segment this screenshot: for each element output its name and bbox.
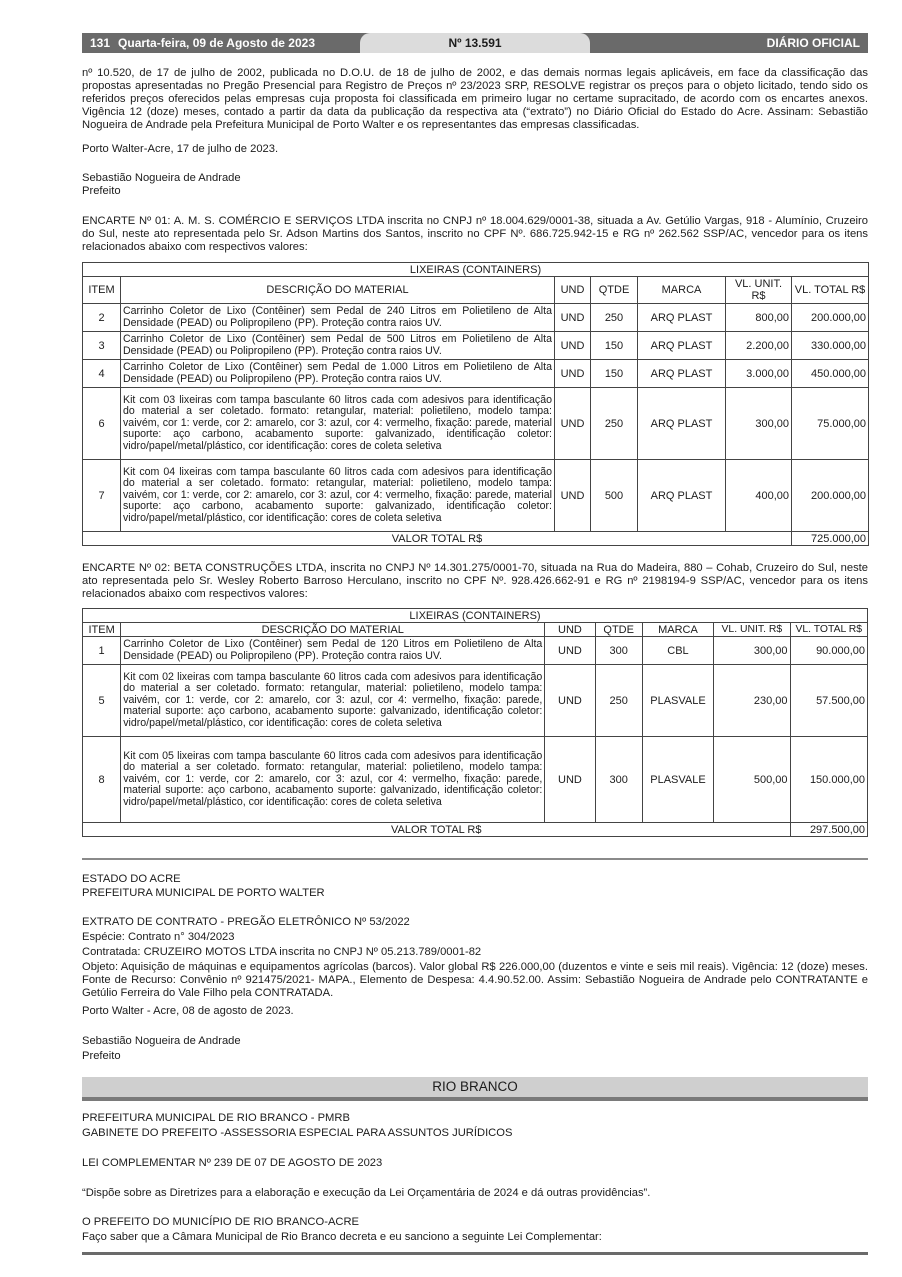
extrato-objeto: Objeto: Aquisição de máquinas e equipamentos agrícolas (barcos). Valor global R$ 226.000,00 (duzentos e vinte e seis mil reais). Vigência: 12 (doze) meses. Fonte de Recurso: Convênio nº 921475/2021- MAPA., Elemento de Despesa: 4.4.90.52.00. Assim: Sebastião Nogueira de Andrade pelo CONTRATANTE e Getúlio Ferreira do Vale Filho pela CONTRATADA. [82,961,868,999]
cell-marca: CBL [642,637,713,665]
encarte1-paragraph: ENCARTE Nº 01: A. M. S. COMÉRCIO E SERVIÇOS LTDA inscrita no CNPJ nº 18.004.629/0001-38, situada a Av. Getúlio Vargas, 918 - Alumínio, Cruzeiro do Sul, neste ato representada pelo Sr. Adson Martins dos Santos, inscrito no CPF Nº. 686.725.942-15 e RG nº 262.562 SSP/AC, vencedor para os itens relacionados abaixo com respectivos valores: [82,215,868,253]
cell-desc: Carrinho Coletor de Lixo (Contêiner) sem Pedal de 500 Litros em Polietileno de Alta Densidade (PEAD) ou Polipropileno (PP). Proteção contra raios UV. [121,332,555,360]
table-header-row [83,277,869,304]
cell-und: UND [555,360,591,388]
cell-unit: 300,00 [714,637,790,665]
col-header: QTDE [591,277,638,304]
table-row [83,388,869,460]
cell-und: UND [545,637,595,665]
table-total-row [83,823,868,837]
cell-qtde: 250 [591,304,638,332]
table-title: LIXEIRAS (CONTAINERS) [83,263,869,277]
cell-marca: PLASVALE [642,665,713,737]
encarte1-table [82,262,869,546]
table-total-row [83,532,869,546]
extrato-signer: Sebastião Nogueira de Andrade [82,1035,241,1047]
cell-und: UND [545,737,595,823]
col-header: DESCRIÇÃO DO MATERIAL [121,277,555,304]
header-left [82,36,315,50]
cell-desc: Carrinho Coletor de Lixo (Contêiner) sem Pedal de 1.000 Litros em Polietileno de Alta Densidade (PEAD) ou Polipropileno (PP). Proteção contra raios UV. [121,360,555,388]
cell-item: 5 [83,665,121,737]
cell-unit: 400,00 [726,460,792,532]
total-value: 297.500,00 [790,823,867,837]
cell-und: UND [555,460,591,532]
total-label: VALOR TOTAL R$ [83,823,791,837]
col-header: UND [555,277,591,304]
cell-total: 90.000,00 [790,637,867,665]
page-number: 131 [90,36,111,50]
col-header: VL. UNIT. R$ [726,277,792,304]
extrato-place-date: Porto Walter - Acre, 08 de agosto de 2023. [82,1005,294,1017]
table-row [83,460,869,532]
encarte2-table [82,608,868,837]
cell-qtde: 150 [591,360,638,388]
cell-qtde: 250 [595,665,642,737]
cell-desc: Kit com 05 lixeiras com tampa basculante 60 litros cada com adesivos para identificação do material a ser coletado. formato: retangular, material: polietileno, modelo tampa: vaivém, cor 1: verde, cor 2: amarelo, cor 3: azul, cor 4: vermelho, fixação: parede, material suporte: aço carbono, acabamento suporte: galvanizado, identificação coletor: vidro/papel/metal/plástico, cor identificação: cores de coleta seletiva [121,737,545,823]
cell-und: UND [555,304,591,332]
col-header: UND [545,623,595,637]
publication-name: DIÁRIO OFICIAL [766,36,860,50]
table-title: LIXEIRAS (CONTAINERS) [83,609,868,623]
rb-city-hall: PREFEITURA MUNICIPAL DE RIO BRANCO - PMRB [82,1112,350,1124]
cell-unit: 230,00 [714,665,790,737]
header-number-tab [360,33,590,53]
cell-marca: ARQ PLAST [638,388,726,460]
cell-total: 57.500,00 [790,665,867,737]
intro-place-date: Porto Walter-Acre, 17 de julho de 2023. [82,143,279,155]
cell-desc: Carrinho Coletor de Lixo (Contêiner) sem Pedal de 120 Litros em Polietileno de Alta Densidade (PEAD) ou Polipropileno (PP). Proteção contra raios UV. [121,637,545,665]
col-header: DESCRIÇÃO DO MATERIAL [121,623,545,637]
cell-unit: 3.000,00 [726,360,792,388]
city-hall-name: PREFEITURA MUNICIPAL DE PORTO WALTER [82,887,325,899]
cell-und: UND [555,388,591,460]
intro-role: Prefeito [82,185,121,197]
extrato-especie: Espécie: Contrato n° 304/2023 [82,931,235,943]
cell-item: 1 [83,637,121,665]
state-name: ESTADO DO ACRE [82,873,181,885]
cell-marca: ARQ PLAST [638,360,726,388]
cell-qtde: 300 [595,737,642,823]
table-row [83,360,869,388]
edition-date: Quarta-feira, 09 de Agosto de 2023 [118,36,315,50]
table-row [83,304,869,332]
cell-total: 200.000,00 [792,460,869,532]
col-header: VL. TOTAL R$ [792,277,869,304]
cell-qtde: 300 [595,637,642,665]
rb-law-title: LEI COMPLEMENTAR Nº 239 DE 07 DE AGOSTO DE 2023 [82,1157,383,1169]
page-bottom-rule [82,1252,868,1255]
cell-desc: Carrinho Coletor de Lixo (Contêiner) sem Pedal de 240 Litros em Polietileno de Alta Densidade (PEAD) ou Polipropileno (PP). Proteção contra raios UV. [121,304,555,332]
table-row [83,665,868,737]
cell-total: 150.000,00 [790,737,867,823]
page-header [82,33,868,53]
rb-ementa: “Dispõe sobre as Diretrizes para a elaboração e execução da Lei Orçamentária de 2024 e dá outras providências”. [82,1187,651,1199]
table-header-row [83,623,868,637]
cell-desc: Kit com 04 lixeiras com tampa basculante 60 litros cada com adesivos para identificação do material a ser coletado. formato: retangular, material: polietileno, modelo tampa: vaivém, cor 1: verde, cor 2: amarelo, cor 3: azul, cor 4: vermelho, fixação: parede, material suporte: aço carbono, acabamento suporte: galvanizado, identificação coletor: vidro/papel/metal/plástico, cor identificação: cores de coleta seletiva [121,460,555,532]
cell-item: 6 [83,388,121,460]
cell-unit: 500,00 [714,737,790,823]
cell-qtde: 250 [591,388,638,460]
cell-marca: ARQ PLAST [638,460,726,532]
extrato-contratada: Contratada: CRUZEIRO MOTOS LTDA inscrita no CNPJ Nº 05.213.789/0001-82 [82,946,482,958]
cell-und: UND [545,665,595,737]
cell-item: 8 [83,737,121,823]
cell-desc: Kit com 03 lixeiras com tampa basculante 60 litros cada com adesivos para identificação do material a ser coletado. formato: retangular, material: polietileno, modelo tampa: vaivém, cor 1: verde, cor 2: amarelo, cor 3: azul, cor 4: vermelho, fixação: parede, material suporte: aço carbono, acabamento suporte: galvanizado, identificação coletor: vidro/papel/metal/plástico, cor identificação: cores de coleta seletiva [121,388,555,460]
col-header: ITEM [83,623,121,637]
col-header: VL. TOTAL R$ [790,623,867,637]
rb-decree: Faço saber que a Câmara Municipal de Rio Branco decreta e eu sanciono a seguinte Lei Complementar: [82,1231,602,1243]
col-header: QTDE [595,623,642,637]
intro-paragraph: nº 10.520, de 17 de julho de 2002, publicada no D.O.U. de 18 de julho de 2002, e das demais normas legais aplicáveis, em face da classificação das propostas apresentadas no Pregão Presencial para Registro de Preços nº 23/2023 SRP, RESOLVE registrar os preços para o objeto licitado, tendo sido os referidos preços oferecidos pelas empresas cuja proposta foi classificada em primeiro lugar no certame supracitado, de acordo com os encartes anexos. Vigência 12 (doze) meses, contado a partir da data da publicação da respectiva ata (“extrato”) no Diário Oficial do Estado do Acre. Assinam: Sebastião Nogueira de Andrade pela Prefeitura Municipal de Porto Walter e os representantes das empresas classificadas. [82,67,868,131]
total-label: VALOR TOTAL R$ [83,532,792,546]
section-divider [82,858,868,860]
edition-number: Nº 13.591 [448,36,502,50]
cell-unit: 800,00 [726,304,792,332]
col-header: ITEM [83,277,121,304]
cell-total: 330.000,00 [792,332,869,360]
col-header: MARCA [638,277,726,304]
cell-unit: 300,00 [726,388,792,460]
cell-marca: ARQ PLAST [638,332,726,360]
col-header: VL. UNIT. R$ [714,623,790,637]
cell-total: 200.000,00 [792,304,869,332]
cell-und: UND [555,332,591,360]
cell-qtde: 150 [591,332,638,360]
intro-signer: Sebastião Nogueira de Andrade [82,172,241,184]
section-heading: RIO BRANCO [82,1077,868,1101]
cell-marca: ARQ PLAST [638,304,726,332]
table-row [83,637,868,665]
table-row [83,737,868,823]
total-value: 725.000,00 [792,532,869,546]
col-header: MARCA [642,623,713,637]
encarte2-paragraph: ENCARTE Nº 02: BETA CONSTRUÇÕES LTDA, inscrita no CNPJ Nº 14.301.275/0001-70, situada na Rua do Madeira, 880 – Cohab, Cruzeiro do Sul, neste ato representada pelo Sr. Wesley Roberto Barroso Herculano, inscrito no CPF Nº. 928.426.662-91 e RG nº 2198194-9 SSP/AC, vencedor para os itens relacionados abaixo com respectivos valores: [82,562,868,600]
cell-item: 7 [83,460,121,532]
cell-unit: 2.200,00 [726,332,792,360]
table-row [83,332,869,360]
rb-office: GABINETE DO PREFEITO -ASSESSORIA ESPECIAL PARA ASSUNTOS JURÍDICOS [82,1127,513,1139]
cell-desc: Kit com 02 lixeiras com tampa basculante 60 litros cada com adesivos para identificação do material a ser coletado. formato: retangular, material: polietileno, modelo tampa: vaivém, cor 1: verde, cor 2: amarelo, cor 3: azul, cor 4: vermelho, fixação: parede, material suporte: aço carbono, acabamento suporte: galvanizado, identificação coletor: vidro/papel/metal/plástico, cor identificação: cores de coleta seletiva [121,665,545,737]
cell-marca: PLASVALE [642,737,713,823]
cell-qtde: 500 [591,460,638,532]
extrato-title: EXTRATO DE CONTRATO - PREGÃO ELETRÔNICO Nº 53/2022 [82,916,410,928]
cell-item: 4 [83,360,121,388]
cell-item: 3 [83,332,121,360]
rb-mayor: O PREFEITO DO MUNICÍPIO DE RIO BRANCO-ACRE [82,1216,360,1228]
cell-total: 75.000,00 [792,388,869,460]
extrato-role: Prefeito [82,1050,121,1062]
cell-total: 450.000,00 [792,360,869,388]
cell-item: 2 [83,304,121,332]
